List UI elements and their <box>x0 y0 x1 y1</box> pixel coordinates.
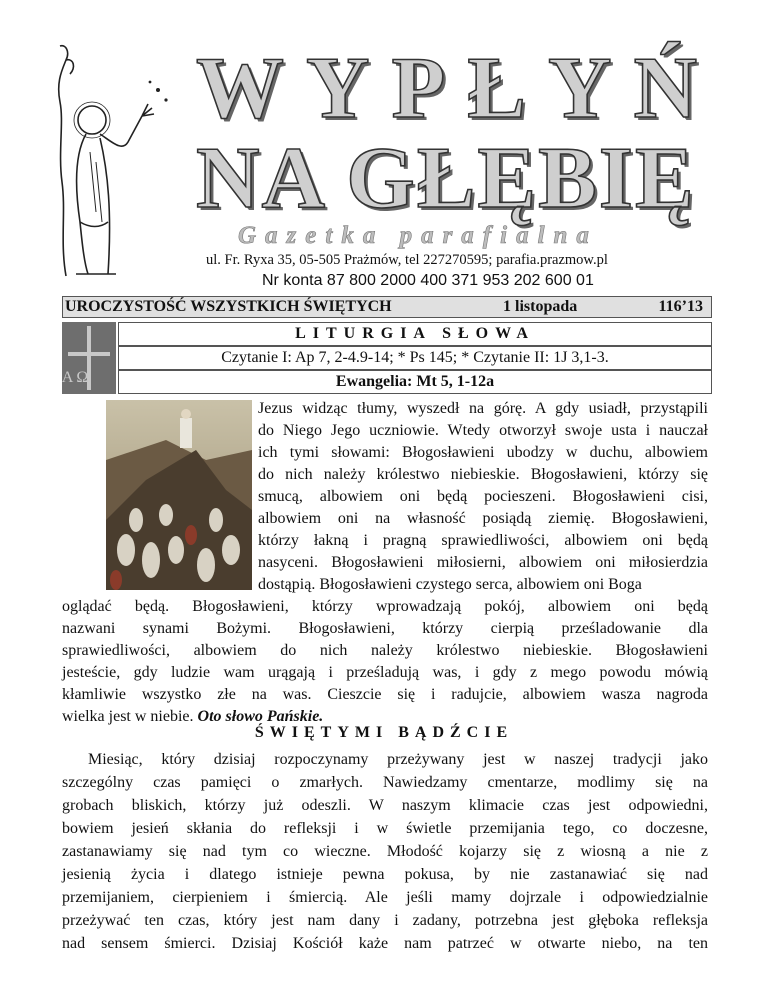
gospel-line: smucą, albowiem oni będą pocieszeni. Błogosławieni cisi, <box>258 488 708 505</box>
readings-list: Czytanie I: Ap 7, 2-4.9-14; * Ps 145; * Czytanie II: 1J 3,1-3. <box>118 346 712 370</box>
gospel-line: oglądać będą. Błogosławieni, którzy wprowadzają pokój, albowiem oni będą <box>62 598 708 615</box>
gospel-line: Jezus widząc tłumy, wyszedł na górę. A gdy usiadł, przystąpili <box>258 400 708 417</box>
alpha-omega-letters: A Ω <box>62 369 89 386</box>
gospel-line: do Niego Jego uczniowie. Wtedy otworzył swoje usta i nauczał <box>258 422 708 439</box>
gospel-line: nazwani synami Bożymi. Błogosławieni, którzy cierpią prześladowanie dla <box>62 620 708 637</box>
gospel-line: kłamliwie wszystko złe na was. Cieszcie się i radujcie, albowiem wasza nagroda <box>62 686 708 703</box>
gospel-reference: Ewangelia: Mt 5, 1-12a <box>118 370 712 394</box>
article-line: zastanawiamy się nad tym co wieczne. Młodość kojarzy się z wiosną a nie z <box>62 843 708 860</box>
feast-title: UROCZYSTOŚĆ WSZYSTKICH ŚWIĘTYCH <box>65 298 392 315</box>
gospel-line: sprawiedliwości, albowiem do nich należy królestwo niebieskie. Błogosławieni <box>62 642 708 659</box>
parish-address: ul. Fr. Ryxa 35, 05-505 Prażmów, tel 227270595; parafia.prazmow.pl <box>206 252 608 268</box>
article-line: Miesiąc, który dzisiaj rozpoczynamy przeżywany jest w naszej tradycji jako <box>88 751 708 768</box>
gospel-line: ich tymi słowami: Błogosławieni ubodzy w duchu, albowiem <box>258 444 708 461</box>
article-line: grobach bliskich, którzy już odeszli. W naszym klimacie czas jest odpowiedni, <box>62 797 708 814</box>
article-line: bowiem jesień skłania do refleksji i w świetle przemijania tego, co doczesne, <box>62 820 708 837</box>
gospel-line: dostąpią. Błogosławieni czystego serca, albowiem oni Boga <box>258 576 642 593</box>
issue-number: 116’13 <box>658 298 703 315</box>
feast-date: 1 listopada <box>503 298 578 315</box>
article-line: nad sensem śmierci. Dzisiaj Kościół każe nam patrzeć w otwarte niebo, na ten <box>62 935 708 952</box>
article-line: przemijaniem, cierpieniem i śmiercią. Ale jeśli mamy dojrzale i odpowiedzialnie <box>62 889 708 906</box>
masthead-subtitle: Gazetka parafialna <box>238 222 598 249</box>
feast-bar <box>62 296 712 318</box>
masthead-title-line1: WYPŁYŃ <box>196 40 720 137</box>
article-heading: ŚWIĘTYMI BĄDŹCIE <box>254 724 514 741</box>
gospel-line: do nich należy królestwo niebieskie. Błogosławieni, którzy się <box>258 466 708 483</box>
masthead-title-line2: NA GŁĘBIĘ <box>196 130 696 227</box>
cross-alpha-omega-icon <box>62 322 116 394</box>
gospel-line: którzy łakną i pragną sprawiedliwości, albowiem oni będą <box>258 532 708 549</box>
article-line: przeżywać ten czas, który jest nam dany i zadany, potrzebna jest głęboka refleksja <box>62 912 708 929</box>
liturgy-heading: LITURGIA SŁOWA <box>118 322 712 346</box>
article-line: szczególny czas pamięci o zmarłych. Nawiedzamy cmentarze, modlimy się na <box>62 774 708 791</box>
gospel-closing: Oto słowo Pańskie. <box>197 708 324 725</box>
gospel-line: wielka jest w niebie. <box>62 708 194 725</box>
article-line: jesienią życia i dlatego istnieje pewna pokusa, by nie zastanawiać się nad <box>62 866 708 883</box>
sermon-on-the-mount-painting <box>106 400 252 590</box>
saint-illustration <box>46 42 176 280</box>
gospel-line: nasyceni. Błogosławieni miłosierni, albowiem oni miłosierdzia <box>258 554 708 571</box>
gospel-line: jesteście, gdy ludzie wam urągają i prześladują was, i gdy z mego powodu mówią <box>62 664 708 681</box>
bank-account: Nr konta 87 800 2000 400 371 953 202 600 01 <box>262 272 594 289</box>
gospel-line: albowiem oni na własność posiądą ziemię. Błogosławieni, <box>258 510 708 527</box>
